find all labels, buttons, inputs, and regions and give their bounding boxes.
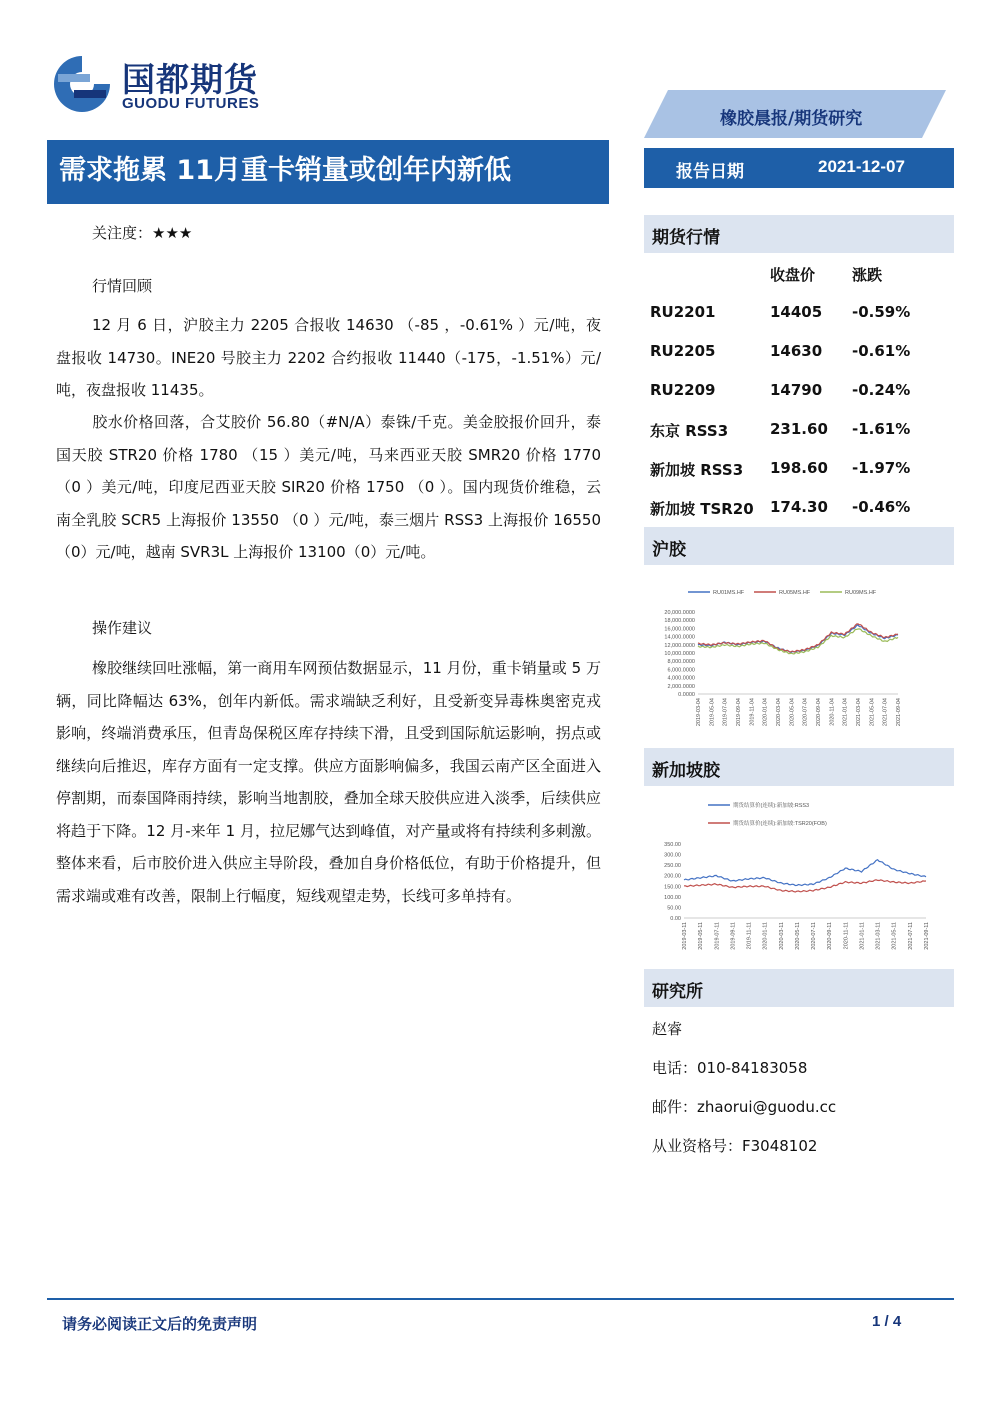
x-tick-label: 2021-03-11 xyxy=(875,922,882,950)
paragraph-suggestion xyxy=(56,652,601,912)
x-tick-label: 2020-05-11 xyxy=(794,922,801,950)
market-row-close: 14790 xyxy=(770,381,823,399)
analyst-name: 赵睿 xyxy=(652,1020,683,1038)
x-tick-label: 2020-09-04 xyxy=(816,698,822,727)
x-tick-label: 2020-09-11 xyxy=(827,922,834,950)
paragraph-futures-text: 12 月 6 日，沪胶主力 2205 合报收 14630 （-85 ，-0.61% ）元/吨，夜盘报收 14730。INE20 号胶主力 2202 合约报收 11440（-175，-1.51%）元/吨，夜盘报收 11435。 xyxy=(56,316,601,399)
x-tick-label: 2019-09-11 xyxy=(730,922,737,950)
market-row-change: -0.59% xyxy=(852,303,911,321)
analyst-email[interactable]: 邮件：zhaorui@guodu.cc xyxy=(652,1098,837,1116)
x-tick-label: 2020-05-04 xyxy=(789,698,796,727)
x-tick-label: 2019-03-11 xyxy=(682,922,688,950)
footer-divider xyxy=(47,1298,954,1300)
x-tick-label: 2021-09-04 xyxy=(896,698,902,727)
analyst-license: 从业资格号：F3048102 xyxy=(652,1137,818,1155)
report-date-bar xyxy=(644,148,954,188)
y-tick-label: 250.00 xyxy=(664,863,681,870)
series-line-2 xyxy=(698,624,898,652)
legend-label: RU09MS.HF xyxy=(845,590,877,596)
market-row-close: 231.60 xyxy=(770,420,828,438)
x-tick-label: 2020-11-11 xyxy=(843,922,850,950)
y-tick-label: 6,000.0000 xyxy=(667,667,695,674)
x-tick-label: 2019-07-04 xyxy=(722,698,729,727)
y-tick-label: 300.00 xyxy=(664,852,681,859)
section-market-review: 行情回顾 xyxy=(92,277,153,295)
legend-label: RU01MS.HF xyxy=(713,590,745,596)
x-tick-label: 2021-03-04 xyxy=(856,698,862,727)
x-tick-label: 2021-05-11 xyxy=(891,922,898,950)
chart-shfe-rubber xyxy=(650,578,950,738)
chart-sgx-rubber xyxy=(650,796,950,962)
x-tick-label: 2021-07-11 xyxy=(907,922,914,950)
attention-rating: 关注度：★★★ xyxy=(92,224,193,242)
y-tick-label: 350.00 xyxy=(664,842,681,848)
page-title: 需求拖累 11月重卡销量或创年内新低 xyxy=(59,155,511,186)
x-tick-label: 2019-03-04 xyxy=(696,698,702,727)
logo-chinese-name: 国都期货 xyxy=(122,60,258,99)
legend-label: 期货结算价(连续):新加坡:TSR20(FOB) xyxy=(733,821,827,827)
x-tick-label: 2021-01-04 xyxy=(842,698,849,727)
market-row-close: 174.30 xyxy=(770,498,828,516)
chart1-heading-bar xyxy=(644,527,954,565)
x-tick-label: 2020-03-04 xyxy=(776,698,782,727)
x-tick-label: 2020-07-04 xyxy=(802,698,809,727)
series-line-1 xyxy=(698,625,898,652)
x-tick-label: 2021-01-11 xyxy=(859,922,866,950)
x-tick-label: 2019-07-11 xyxy=(714,922,721,950)
y-tick-label: 100.00 xyxy=(664,894,681,901)
chart1-heading: 沪胶 xyxy=(652,540,686,560)
legend-label: 期货结算价(连续):新加坡:RSS3 xyxy=(733,803,810,809)
section-suggestion: 操作建议 xyxy=(92,619,153,637)
category-banner xyxy=(644,90,946,138)
x-tick-label: 2021-09-11 xyxy=(924,922,930,950)
market-row-name: RU2209 xyxy=(650,381,716,399)
y-tick-label: 14,000.0000 xyxy=(664,634,695,641)
paragraph-suggestion-text: 橡胶继续回吐涨幅，第一商用车网预估数据显示，11 月份，重卡销量或 5 万辆，同比降幅达 63%，创年内新低。需求端缺乏利好，且受新变异毒株奥密克戎影响，终端消费承压，但青岛保税区库存持续下滑，且受到国际航运影响，拐点或继续向后推迟，库存方面有一定支撑。供应方面影响偏多，我国云南产区全面进入停割期，而泰国降雨持续，影响当地割胶，叠加全球天胶供应进入淡季，后续供应将趋于下降。12 月-来年 1 月，拉尼娜气达到峰值，对产量或将有持续利多刺激。整体来看，后市胶价进入供应主导阶段，叠加自身价格低位，有助于价格提升，但需求端或难有改善，限制上行幅度，短线观望走势，长线可多单持有。 xyxy=(56,659,601,905)
col-close-header: 收盘价 xyxy=(770,266,816,284)
series-line-2 xyxy=(684,880,926,892)
paragraph-spot xyxy=(56,406,601,569)
y-tick-label: 50.00 xyxy=(667,905,681,912)
paragraph-spot-text: 胶水价格回落，合艾胶价 56.80（#N/A）泰铢/千克。美金胶报价回升，泰国天胶 STR20 价格 1780 （15 ）美元/吨，马来西亚天胶 SMR20 价格 1770 （0 ）美元/吨，印度尼西亚天胶 SIR20 价格 1750 （0 ）。国内现货价维稳，云南全乳胶 SCR5 上海报价 13550 （0 ）元/吨，泰三烟片 RSS3 上海报价 16550（0）元/吨，越南 SVR3L 上海报价 13100（0）元/吨。 xyxy=(56,413,601,561)
market-row-name: 新加坡 TSR20 xyxy=(650,500,754,518)
y-tick-label: 10,000.0000 xyxy=(664,651,695,657)
y-tick-label: 0.0000 xyxy=(678,692,695,698)
y-tick-label: 200.00 xyxy=(664,873,681,880)
x-tick-label: 2019-05-04 xyxy=(709,698,716,727)
y-tick-label: 150.00 xyxy=(664,884,681,891)
y-tick-label: 2,000.0000 xyxy=(667,683,695,690)
x-tick-label: 2020-01-11 xyxy=(762,922,769,950)
x-tick-label: 2020-03-11 xyxy=(778,922,785,950)
market-row-change: -0.61% xyxy=(852,342,911,360)
y-tick-label: 18,000.0000 xyxy=(664,618,695,625)
market-heading-bar xyxy=(644,215,954,253)
market-row-change: -1.61% xyxy=(852,420,911,438)
x-tick-label: 2021-07-04 xyxy=(882,698,889,727)
col-change-header: 涨跌 xyxy=(852,266,883,284)
market-row-close: 14630 xyxy=(770,342,823,360)
y-tick-label: 16,000.0000 xyxy=(664,626,695,633)
x-tick-label: 2019-11-04 xyxy=(749,698,756,726)
market-row-change: -1.97% xyxy=(852,459,911,477)
footer-disclaimer[interactable]: 请务必阅读正文后的免责声明 xyxy=(62,1315,258,1333)
chart-shfe-rubber-svg xyxy=(650,578,950,738)
contact-heading-bar xyxy=(644,969,954,1007)
chart2-heading-bar xyxy=(644,748,954,786)
chart-sgx-rubber-svg xyxy=(650,796,950,962)
analyst-phone: 电话：010-84183058 xyxy=(652,1059,808,1077)
x-tick-label: 2020-01-04 xyxy=(762,698,769,727)
date-value: 2021-12-07 xyxy=(818,157,905,176)
logo-english-name: GUODU FUTURES xyxy=(122,95,260,112)
market-row-change: -0.24% xyxy=(852,381,911,399)
chart2-heading: 新加坡胶 xyxy=(652,761,720,781)
x-tick-label: 2019-09-04 xyxy=(736,698,742,727)
market-row-name: 东京 RSS3 xyxy=(650,422,729,440)
title-bar xyxy=(47,140,609,204)
market-row-name: 新加坡 RSS3 xyxy=(650,461,744,479)
market-heading: 期货行情 xyxy=(652,228,720,248)
y-tick-label: 12,000.0000 xyxy=(664,642,695,649)
x-tick-label: 2019-05-11 xyxy=(698,922,705,950)
market-row-close: 198.60 xyxy=(770,459,828,477)
y-tick-label: 0.00 xyxy=(670,916,681,922)
logo-mark xyxy=(50,52,114,116)
y-tick-label: 8,000.0000 xyxy=(667,659,695,666)
category-label: 橡胶晨报/期货研究 xyxy=(720,109,863,129)
x-tick-label: 2020-07-11 xyxy=(811,922,818,950)
market-row-close: 14405 xyxy=(770,303,823,321)
page-number: 1 / 4 xyxy=(872,1313,902,1330)
date-label: 报告日期 xyxy=(676,162,744,182)
market-row-change: -0.46% xyxy=(852,498,911,516)
y-tick-label: 4,000.0000 xyxy=(667,675,695,682)
x-tick-label: 2021-05-04 xyxy=(869,698,876,727)
market-row-name: RU2201 xyxy=(650,303,716,321)
paragraph-futures xyxy=(56,309,601,407)
market-row-name: RU2205 xyxy=(650,342,716,360)
x-tick-label: 2020-11-04 xyxy=(829,698,836,726)
x-tick-label: 2019-11-11 xyxy=(746,922,753,950)
y-tick-label: 20,000.0000 xyxy=(664,610,695,616)
contact-heading: 研究所 xyxy=(652,982,703,1002)
legend-label: RU05MS.HF xyxy=(779,590,811,596)
